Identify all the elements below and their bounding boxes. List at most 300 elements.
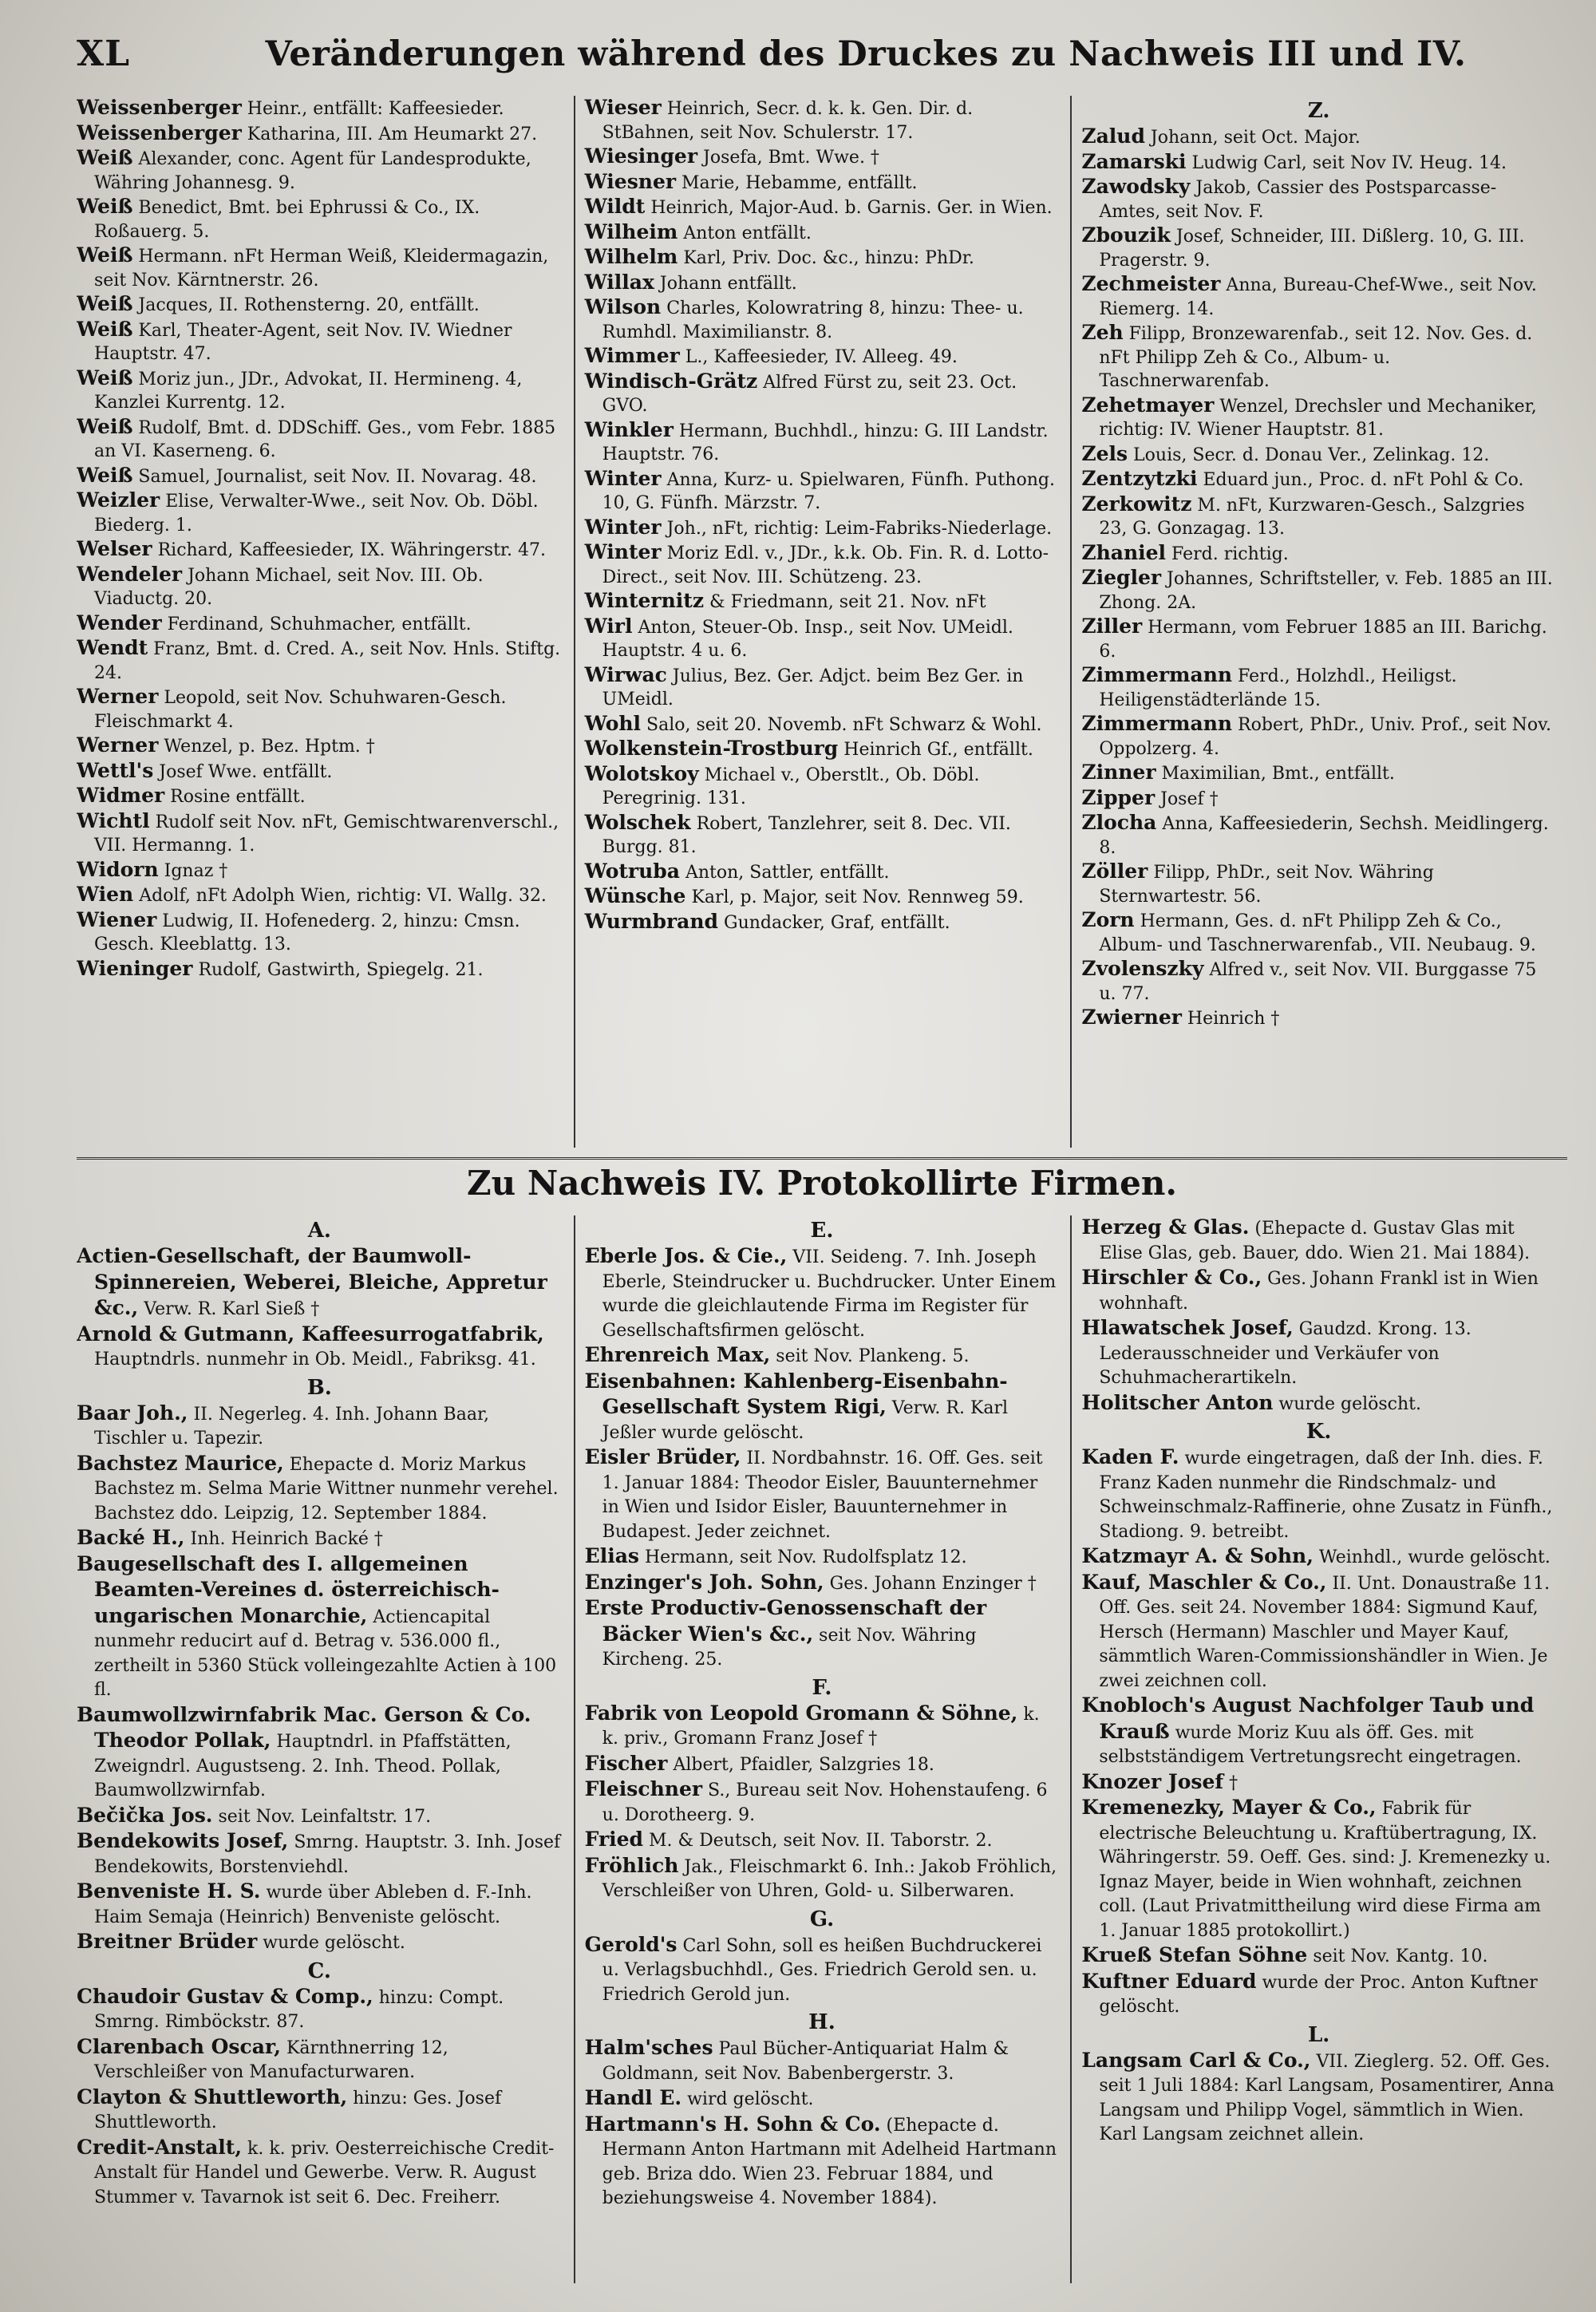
entry-name: Langsam Carl & Co.,: [1081, 2048, 1311, 2072]
entry-text: Kärnthnerring 12, Verschleißer von Manufacturwaren.: [94, 2037, 448, 2082]
entry-name: Weiß: [77, 146, 133, 169]
entry-name: Katzmayr A. & Sohn,: [1081, 1544, 1314, 1567]
directory-entry: [1081, 663, 1556, 712]
entry-name: Kaden F.: [1081, 1445, 1179, 1468]
entry-name: Wilson: [584, 295, 662, 318]
entry-text: Gundacker, Graf, entfällt.: [718, 912, 950, 933]
directory-entry: [1081, 860, 1556, 908]
directory-entry: [77, 636, 563, 685]
entry-text: & Friedmann, seit 21. Nov. nFt: [704, 592, 986, 612]
entry-text: Hauptndrls. nunmehr in Ob. Meidl., Fabriksg. 41.: [94, 1350, 536, 1369]
entry-name: Zehetmayer: [1081, 393, 1215, 417]
directory-entry: [77, 1804, 563, 1830]
directory-entry: [77, 146, 563, 195]
directory-entry: [585, 1445, 1060, 1544]
directory-entry: [1081, 541, 1556, 567]
entry-text: Josef, Schneider, III. Dißlerg. 10, G. III. Pragerstr. 9.: [1099, 227, 1525, 271]
directory-entry: [77, 1552, 563, 1703]
entry-text: Weinhdl., wurde gelöscht.: [1313, 1547, 1551, 1567]
entry-text: Moriz Edl. v., JDr., k.k. Ob. Fin. R. d. Lotto-Direct., seit Nov. III. Schützeng. 23.: [602, 543, 1049, 587]
entry-name: Zhaniel: [1081, 540, 1167, 564]
letter-heading: G.: [809, 1907, 835, 1931]
column-top-middle: [574, 96, 1071, 1148]
directory-entry: [1081, 761, 1556, 786]
directory-entry: [77, 957, 563, 982]
entry-name: Bachstez Maurice,: [77, 1451, 284, 1475]
directory-entry: [77, 318, 563, 366]
directory-entry: [77, 2085, 563, 2136]
entry-text: Ges. Johann Frankl ist in Wien wohnhaft.: [1099, 1269, 1539, 1314]
entry-text: Actiencapital nunmehr reducirt auf d. Betrag v. 536.000 fl., zertheilt in 5360 Stück volleingezahlte Actien à 100 fl.: [94, 1607, 557, 1700]
entry-name: Clayton & Shuttleworth,: [77, 2085, 348, 2108]
entry-name: Breitner Brüder: [77, 1930, 258, 1953]
entry-name: Weiß: [77, 243, 133, 267]
entry-text: Rudolf seit Nov. nFt, Gemischtwarenverschl., VII. Hermanng. 1.: [94, 812, 559, 856]
directory-entry: [585, 96, 1060, 144]
directory-entry: [1081, 1006, 1556, 1031]
directory-entry: [77, 908, 563, 957]
entry-text: Wenzel, p. Bez. Hptm. †: [158, 737, 375, 757]
entry-name: Wien: [77, 883, 134, 906]
directory-entry: [1081, 1770, 1556, 1796]
entry-name: Zerkowitz: [1081, 492, 1192, 516]
directory-entry: [1081, 150, 1556, 176]
entry-text: Fabrik für electrische Beleuchtung u. Kraftübertragung, IX. Währingerstr. 59. Oeff. Ges. sind: J. Kremenezky u. Ignaz Mayer, beide in Wien wohnhaft, zeichnen coll. (Laut Privatmittheilung wird diese Firma am 1. Januar 1885 protokollirt.): [1099, 1799, 1551, 1941]
entry-text: Wenzel, Drechsler und Mechaniker, richtig: IV. Wiener Hauptstr. 81.: [1099, 396, 1537, 440]
entry-name: Hlawatschek Josef,: [1081, 1316, 1294, 1339]
entry-text: Richard, Kaffeesieder, IX. Währingerstr. 47.: [152, 540, 547, 560]
entry-text: Alfred v., seit Nov. VII. Burggasse 75 u. 77.: [1099, 960, 1537, 1004]
entry-name: Handl E.: [584, 2086, 682, 2109]
entry-text: wird gelöscht.: [681, 2089, 814, 2109]
entry-name: Kauf, Maschler & Co.,: [1081, 1570, 1327, 1594]
entry-name: Wichtl: [77, 808, 150, 832]
column-top-right: [1070, 96, 1567, 1148]
entry-name: Zlocha: [1081, 811, 1157, 834]
directory-entry: [1081, 272, 1556, 321]
entry-name: Wurmbrand: [584, 909, 719, 933]
entry-text: Josef Wwe. entfällt.: [153, 761, 333, 782]
directory-entry: [77, 121, 563, 147]
entry-text: Anton entfällt.: [678, 223, 812, 243]
directory-entry: [77, 1322, 563, 1373]
entry-name: Wimmer: [584, 344, 680, 367]
entry-text: Josefa, Bmt. Wwe. †: [697, 148, 879, 168]
directory-entry: [585, 712, 1060, 737]
entry-text: Ehepacte d. Moriz Markus Bachstez m. Selma Marie Wittner nunmehr verehel. Bachstez ddo. Leipzig, 12. September 1884.: [94, 1454, 559, 1524]
entry-text: k. k. priv. Oesterreichische Credit-Anstalt für Handel und Gewerbe. Verw. R. August Stummer v. Tavarnok ist seit 6. Dec. Freiherr.: [94, 2138, 555, 2207]
entry-name: Zeh: [1081, 321, 1124, 344]
directory-entry: [77, 366, 563, 415]
letter-heading: F.: [812, 1675, 832, 1700]
page-number: XL: [77, 34, 131, 74]
entry-text: Smrng. Hauptstr. 3. Inh. Josef Bendekowits, Borstenviehdl.: [94, 1832, 561, 1877]
directory-entry: [1081, 1391, 1556, 1417]
entry-text: Anna, Kaffeesiederin, Sechsh. Meidlingerg. 8.: [1099, 814, 1549, 858]
directory-entry: [585, 245, 1060, 271]
entry-name: Erste Productiv-Genossenschaft der Bäcker Wien's &c.,: [584, 1596, 987, 1646]
entry-text: Hermann, seit Nov. Rudolfsplatz 12.: [638, 1547, 967, 1567]
directory-entry: [585, 271, 1060, 296]
directory-entry: [1081, 2049, 1556, 2148]
entry-name: Zwierner: [1081, 1006, 1182, 1029]
entry-text: Hauptndrl. in Pfaffstätten, Zweigndrl. Augustseng. 2. Inh. Theod. Pollak, Baumwollzwirnfab.: [94, 1732, 512, 1800]
directory-entry: [77, 685, 563, 733]
section-firms: [77, 1215, 1567, 2283]
entry-text: II. Negerleg. 4. Inh. Johann Baar, Tischler u. Tapezir.: [94, 1404, 490, 1448]
entry-name: Weissenberger: [77, 96, 242, 119]
entry-text: Benedict, Bmt. bei Ephrussi & Co., IX. Roßauerg. 5.: [94, 198, 480, 242]
column-bottom-left: [77, 1215, 574, 2283]
page-header: [77, 34, 1567, 91]
entry-name: Zinner: [1081, 761, 1156, 784]
entry-text: Heinrich †: [1181, 1009, 1280, 1029]
entry-text: Robert, Tanzlehrer, seit 8. Dec. VII. Burgg. 81.: [602, 813, 1011, 857]
entry-name: Widorn: [77, 857, 159, 881]
entry-text: Ferd., Holzhdl., Heiligst. Heiligenstädterlände 15.: [1099, 666, 1457, 710]
entry-name: Weiß: [77, 317, 133, 341]
entry-text: seit Nov. Kantg. 10.: [1307, 1946, 1488, 1966]
entry-name: Eberle Jos. & Cie.,: [584, 1244, 788, 1267]
entry-name: Zechmeister: [1081, 272, 1221, 295]
entry-name: Baugesellschaft des I. allgemeinen Beamten-Vereines d. österreichisch-ungarischen Monarchie,: [77, 1551, 500, 1627]
column-top-left: [77, 96, 574, 1148]
directory-entry: [77, 292, 563, 318]
entry-name: Herzeg & Glas.: [1081, 1215, 1250, 1239]
entry-name: Wiesner: [584, 169, 677, 193]
entry-text: VII. Zieglerg. 52. Off. Ges. seit 1 Juli 1884: Karl Langsam, Posamentirer, Anna Langsam und Philipp Vogel, sämmtlich in Wien. Karl Langsam zeichnet allein.: [1099, 2051, 1555, 2144]
entry-name: Wohl: [584, 711, 642, 735]
entry-text: Anton, Steuer-Ob. Insp., seit Nov. UMeidl. Hauptstr. 4 u. 6.: [602, 617, 1013, 661]
directory-entry: [585, 170, 1060, 196]
page-title: Veränderungen während des Druckes zu Nachweis III und IV.: [265, 34, 1467, 74]
letter-heading: C.: [307, 1958, 331, 1983]
entry-name: Fabrik von Leopold Gromann & Söhne,: [584, 1701, 1018, 1725]
letter-heading: K.: [1306, 1420, 1332, 1444]
entry-name: Wolotskoy: [584, 761, 699, 785]
directory-entry: [1081, 1970, 1556, 2020]
entry-text: Verw. R. Karl Sieß †: [138, 1299, 320, 1319]
entry-text: Alfred Fürst zu, seit 23. Oct. GVO.: [602, 372, 1017, 416]
directory-entry: [77, 1879, 563, 1930]
entry-text: seit Nov. Plankeng. 5.: [770, 1346, 970, 1366]
entry-text: Salo, seit 20. Novemb. nFt Schwarz & Wohl.: [641, 714, 1042, 735]
directory-entry: [77, 883, 563, 908]
entry-text: Karl, Theater-Agent, seit Nov. IV. Wiedner Hauptstr. 47.: [94, 320, 512, 364]
entry-text: Johann Michael, seit Nov. III. Ob. Viaductg. 20.: [94, 565, 484, 609]
entry-text: Maximilian, Bmt., entfällt.: [1156, 764, 1395, 784]
entry-text: hinzu: Compt. Smrng. Rimböckstr. 87.: [94, 1987, 504, 2032]
entry-text: †: [1223, 1773, 1238, 1793]
entry-name: Wotruba: [584, 859, 680, 883]
entry-text: seit Nov. Leinfaltstr. 17.: [212, 1806, 432, 1827]
directory-entry: [585, 589, 1060, 615]
entry-text: Johann, seit Oct. Major.: [1144, 128, 1361, 148]
entry-name: Wirwac: [584, 662, 667, 686]
entry-text: Karl, Priv. Doc. &c., hinzu: PhDr.: [678, 248, 974, 268]
directory-entry: [1081, 1943, 1556, 1970]
entry-text: Ludwig, II. Hofenederg. 2, hinzu: Cmsn. Gesch. Kleeblattg. 13.: [94, 911, 520, 954]
entry-text: hinzu: Ges. Josef Shuttleworth.: [94, 2088, 502, 2132]
entry-name: Wendeler: [77, 562, 183, 586]
entry-name: Ziller: [1081, 615, 1143, 638]
entry-name: Wirl: [584, 614, 633, 638]
directory-entry: [585, 910, 1060, 935]
entry-name: Baumwollzwirnfabrik Mac. Gerson & Co. Theodor Pollak,: [77, 1702, 531, 1752]
directory-entry: [1081, 321, 1556, 393]
entry-text: seit Nov. Währing Kircheng. 25.: [602, 1625, 977, 1670]
entry-name: Eisenbahnen: Kahlenberg-Eisenbahn-Gesellschaft System Rigi,: [584, 1369, 1008, 1418]
directory-entry: [77, 195, 563, 243]
directory-entry: [77, 2136, 563, 2211]
directory-entry: [77, 243, 563, 292]
entry-name: Willax: [584, 270, 654, 294]
entry-name: Kremenezky, Mayer & Co.,: [1081, 1796, 1377, 1819]
entry-name: Clarenbach Oscar,: [77, 2034, 281, 2058]
entry-text: Adolf, nFt Adolph Wien, richtig: VI. Wallg. 32.: [133, 886, 547, 906]
entry-text: Ignaz †: [158, 860, 228, 881]
directory-entry: [1081, 442, 1556, 468]
entry-name: Wiesinger: [584, 144, 698, 168]
directory-entry: [585, 1244, 1060, 1343]
entry-text: II. Nordbahnstr. 16. Off. Ges. seit 1. Januar 1884: Theodor Eisler, Bauunternehmer in Wien und Isidor Eisler, Bauunternehmer in Budapest. Jeder zeichnet.: [602, 1448, 1043, 1542]
entry-name: Zalud: [1081, 124, 1145, 148]
entry-text: S., Bureau seit Nov. Hohenstaufeng. 6 u. Dorotheerg. 9.: [602, 1780, 1048, 1825]
letter-heading: B.: [306, 1375, 332, 1400]
entry-text: Filipp, PhDr., seit Nov. Währing Sternwartestr. 56.: [1099, 863, 1434, 907]
directory-entry: [1081, 223, 1556, 272]
section-heading: Zu Nachweis IV. Protokollirte Firmen.: [77, 1157, 1567, 1211]
directory-entry: [1081, 175, 1556, 223]
directory-entry: [585, 467, 1060, 516]
entry-text: Rudolf, Gastwirth, Spiegelg. 21.: [192, 959, 484, 980]
entry-text: Karl, p. Major, seit Nov. Rennweg 59.: [685, 887, 1024, 907]
entry-text: Julius, Bez. Ger. Adjct. beim Bez Ger. in UMeidl.: [602, 666, 1024, 709]
directory-entry: [585, 1369, 1060, 1446]
directory-entry: [77, 1526, 563, 1552]
directory-entry: [585, 737, 1060, 762]
directory-entry: [585, 195, 1060, 220]
entry-text: Franz, Bmt. d. Cred. A., seit Nov. Hnls. Stiftg. 24.: [94, 639, 561, 683]
entry-name: Zimmermann: [1081, 663, 1233, 686]
entry-text: Jak., Fleischmarkt 6. Inh.: Jakob Fröhlich, Verschleißer von Uhren, Gold- u. Silberwaren.: [602, 1856, 1057, 1901]
entry-name: Wendt: [77, 636, 148, 659]
entry-name: Werner: [77, 733, 159, 757]
directory-entry: [77, 537, 563, 563]
entry-text: Rosine entfällt.: [164, 787, 306, 807]
directory-entry: [1081, 393, 1556, 442]
entry-name: Werner: [77, 685, 159, 708]
directory-entry: [1081, 908, 1556, 957]
directory-entry: [77, 563, 563, 611]
entry-text: Johann entfällt.: [654, 273, 797, 294]
entry-text: VII. Seideng. 7. Inh. Joseph Eberle, Steindrucker u. Buchdrucker. Unter Einem wurde die gleichlautende Firma im Register für Gesellschaftsfirmen gelöscht.: [602, 1247, 1057, 1341]
entry-name: Wolschek: [584, 810, 691, 834]
directory-entry: [585, 344, 1060, 370]
entry-name: Weiß: [77, 463, 133, 487]
directory-entry: [585, 884, 1060, 910]
entry-name: Windisch-Grätz: [584, 369, 758, 393]
directory-entry: [585, 1854, 1060, 1904]
entry-text: (Ehepacte d. Gustav Glas mit Elise Glas, geb. Bauer, ddo. Wien 21. Mai 1884).: [1099, 1219, 1531, 1263]
entry-name: Wieser: [584, 96, 662, 119]
directory-entry: [77, 1703, 563, 1804]
directory-entry: [77, 759, 563, 784]
directory-entry: [1081, 615, 1556, 663]
entry-name: Fischer: [584, 1751, 668, 1775]
entry-text: (Ehepacte d. Hermann Anton Hartmann mit Adelheid Hartmann geb. Briza ddo. Wien 23. Februar 1884, und beziehungsweise 4. November 1884).: [602, 2115, 1057, 2208]
entry-text: Alexander, conc. Agent für Landesprodukte, Währing Johannesg. 9.: [94, 149, 531, 193]
entry-text: wurde eingetragen, daß der Inh. dies. F. Franz Kaden nunmehr die Rindschmalz- und Schweinschmalz-Raffinerie, ohne Zusatz in Fünfh., Stadiong. 9. betreibt.: [1099, 1448, 1553, 1542]
entry-name: Knozer Josef: [1081, 1769, 1224, 1793]
entry-name: Winter: [584, 466, 662, 490]
entry-name: Weiß: [77, 292, 133, 315]
directory-entry: [1081, 1796, 1556, 1943]
directory-entry: [585, 663, 1060, 712]
directory-entry: [585, 1596, 1060, 1673]
column-bottom-right: [1070, 1215, 1567, 2283]
directory-entry: [585, 860, 1060, 885]
entry-name: Weiß: [77, 414, 133, 438]
entry-text: Albert, Pfaidler, Salzgries 18.: [667, 1754, 934, 1775]
directory-entry: [77, 2035, 563, 2085]
entry-text: Anna, Bureau-Chef-Wwe., seit Nov. Riemerg. 14.: [1099, 275, 1537, 319]
directory-entry: [77, 488, 563, 537]
entry-name: Wilheim: [584, 219, 678, 243]
directory-entry: [77, 809, 563, 858]
entry-name: Zorn: [1081, 908, 1135, 931]
entry-text: Verw. R. Karl Jeßler wurde gelöscht.: [602, 1398, 1009, 1443]
directory-entry: [77, 1244, 563, 1322]
entry-name: Widmer: [77, 784, 165, 807]
entry-text: Moriz jun., JDr., Advokat, II. Hermineng. 4, Kanzlei Kurrentg. 12.: [94, 369, 523, 413]
entry-name: Krueß Stefan Söhne: [1081, 1943, 1308, 1966]
entry-name: Halm'sches: [584, 2036, 713, 2059]
directory-entry: [585, 1933, 1060, 2008]
entry-name: Zamarski: [1081, 149, 1187, 173]
entry-name: Wiener: [77, 907, 157, 931]
entry-text: Hermann, vom Februer 1885 an III. Barichg. 6.: [1099, 618, 1547, 662]
entry-text: Joh., nFt, richtig: Leim-Fabriks-Niederlage.: [661, 518, 1053, 539]
directory-entry: [585, 516, 1060, 541]
entry-text: Paul Bücher-Antiquariat Halm & Goldmann, seit Nov. Babenbergerstr. 3.: [602, 2039, 1009, 2084]
directory-entry: [585, 540, 1060, 589]
entry-text: wurde gelöscht.: [257, 1933, 405, 1953]
entry-name: Fried: [584, 1828, 644, 1851]
entry-text: Heinrich, Major-Aud. b. Garnis. Ger. in Wien.: [645, 198, 1053, 218]
directory-entry: [77, 858, 563, 883]
entry-text: Hermann. nFt Herman Weiß, Kleidermagazin, seit Nov. Kärntnerstr. 26.: [94, 247, 549, 290]
entry-text: Leopold, seit Nov. Schuhwaren-Gesch. Fleischmarkt 4.: [94, 688, 507, 732]
section-changes: [77, 96, 1567, 1148]
entry-name: Wieninger: [77, 956, 193, 980]
entry-name: Wettl's: [77, 758, 154, 782]
entry-name: Weizler: [77, 488, 160, 512]
directory-entry: [77, 1930, 563, 1956]
directory-entry: [77, 733, 563, 759]
directory-entry: [77, 96, 563, 121]
directory-entry: [585, 615, 1060, 663]
entry-text: Filipp, Bronzewarenfab., seit 12. Nov. Ges. d. nFt Philipp Zeh & Co., Album- u. Taschnerwarenfab.: [1099, 324, 1533, 391]
entry-text: Ferd. richtig.: [1166, 543, 1289, 564]
directory-entry: [1081, 467, 1556, 492]
directory-entry: [77, 1401, 563, 1452]
directory-entry: [585, 1828, 1060, 1854]
directory-entry: [585, 1752, 1060, 1778]
directory-entry: [585, 2086, 1060, 2112]
directory-entry: [1081, 786, 1556, 812]
entry-name: Elias: [584, 1544, 639, 1567]
entry-text: Josef †: [1155, 788, 1219, 809]
entry-name: Baar Joh.,: [77, 1401, 188, 1425]
entry-name: Zels: [1081, 441, 1128, 465]
entry-text: wurde der Proc. Anton Kuftner gelöscht.: [1099, 1972, 1538, 2017]
entry-text: Ferdinand, Schuhmacher, entfällt.: [161, 614, 472, 634]
directory-entry: [77, 464, 563, 489]
entry-text: Elise, Verwalter-Wwe., seit Nov. Ob. Döbl. Biederg. 1.: [94, 492, 539, 536]
letter-heading: A.: [307, 1219, 331, 1243]
directory-entry: [77, 1985, 563, 2035]
entry-name: Winkler: [584, 417, 674, 441]
directory-entry: [77, 784, 563, 809]
entry-name: Actien-Gesellschaft, der Baumwoll-Spinnereien, Weberei, Bleiche, Appretur &c.,: [77, 1244, 547, 1319]
letter-heading: L.: [1307, 2022, 1330, 2047]
entry-name: Enzinger's Joh. Sohn,: [584, 1570, 824, 1594]
directory-entry: [1081, 1266, 1556, 1316]
directory-entry: [585, 1777, 1060, 1828]
entry-text: Eduard jun., Proc. d. nFt Pohl & Co.: [1197, 470, 1524, 490]
directory-entry: [1081, 1316, 1556, 1391]
entry-name: Wünsche: [584, 884, 686, 907]
entry-name: Arnold & Gutmann, Kaffeesurrogatfabrik,: [77, 1322, 544, 1346]
entry-name: Zvolenszky: [1081, 957, 1204, 980]
directory-entry: [585, 418, 1060, 467]
entry-text: Hermann, Ges. d. nFt Philipp Zeh & Co., Album- und Taschnerwarenfab., VII. Neubaug. 9.: [1099, 911, 1536, 955]
entry-name: Benveniste H. S.: [77, 1879, 261, 1903]
entry-text: M. & Deutsch, seit Nov. II. Taborstr. 2.: [643, 1831, 993, 1851]
entry-name: Hirschler & Co.,: [1081, 1266, 1262, 1289]
entry-text: Ges. Johann Enzinger †: [824, 1573, 1037, 1594]
directory-entry: [585, 295, 1060, 344]
entry-name: Eisler Brüder,: [584, 1445, 741, 1468]
directory-entry: [1081, 712, 1556, 761]
entry-name: Holitscher Anton: [1081, 1390, 1274, 1414]
directory-entry: [1081, 957, 1556, 1006]
entry-text: Jacques, II. Rothensterng. 20, entfällt.: [132, 295, 480, 315]
directory-entry: [585, 1544, 1060, 1571]
entry-text: Michael v., Oberstlt., Ob. Döbl. Peregrinig. 131.: [602, 765, 980, 808]
directory-entry: [585, 811, 1060, 860]
entry-text: II. Unt. Donaustraße 11. Off. Ges. seit 24. November 1884: Sigmund Kauf, Hersch (Hermann) Maschler und Mayer Kauf, sämmtlich Waren-Commissionshändler in Wien. Je zwei zeichnen coll.: [1099, 1573, 1551, 1691]
entry-text: Inh. Heinrich Backé †: [184, 1529, 383, 1549]
directory-entry: [1081, 1445, 1556, 1544]
entry-text: Heinrich Gf., entfällt.: [838, 740, 1033, 760]
directory-entry: [1081, 566, 1556, 615]
entry-text: Ludwig Carl, seit Nov IV. Heug. 14.: [1186, 152, 1507, 173]
directory-entry: [585, 2112, 1060, 2211]
entry-text: Johannes, Schriftsteller, v. Feb. 1885 an III. Zhong. 2A.: [1099, 569, 1553, 613]
entry-name: Chaudoir Gustav & Comp.,: [77, 1984, 373, 2008]
letter-heading: Z.: [1307, 99, 1330, 123]
entry-name: Zawodsky: [1081, 175, 1191, 198]
entry-text: wurde Moriz Kuu als öff. Ges. mit selbstständigem Vertretungsrecht eingetragen.: [1099, 1722, 1522, 1767]
entry-text: M. nFt, Kurzwaren-Gesch., Salzgries 23, G. Gonzagag. 13.: [1099, 495, 1525, 539]
directory-entry: [585, 2036, 1060, 2086]
directory-entry: [585, 144, 1060, 170]
directory-entry: [77, 1452, 563, 1527]
entry-name: Zentzytzki: [1081, 467, 1198, 490]
directory-entry: [1081, 124, 1556, 150]
